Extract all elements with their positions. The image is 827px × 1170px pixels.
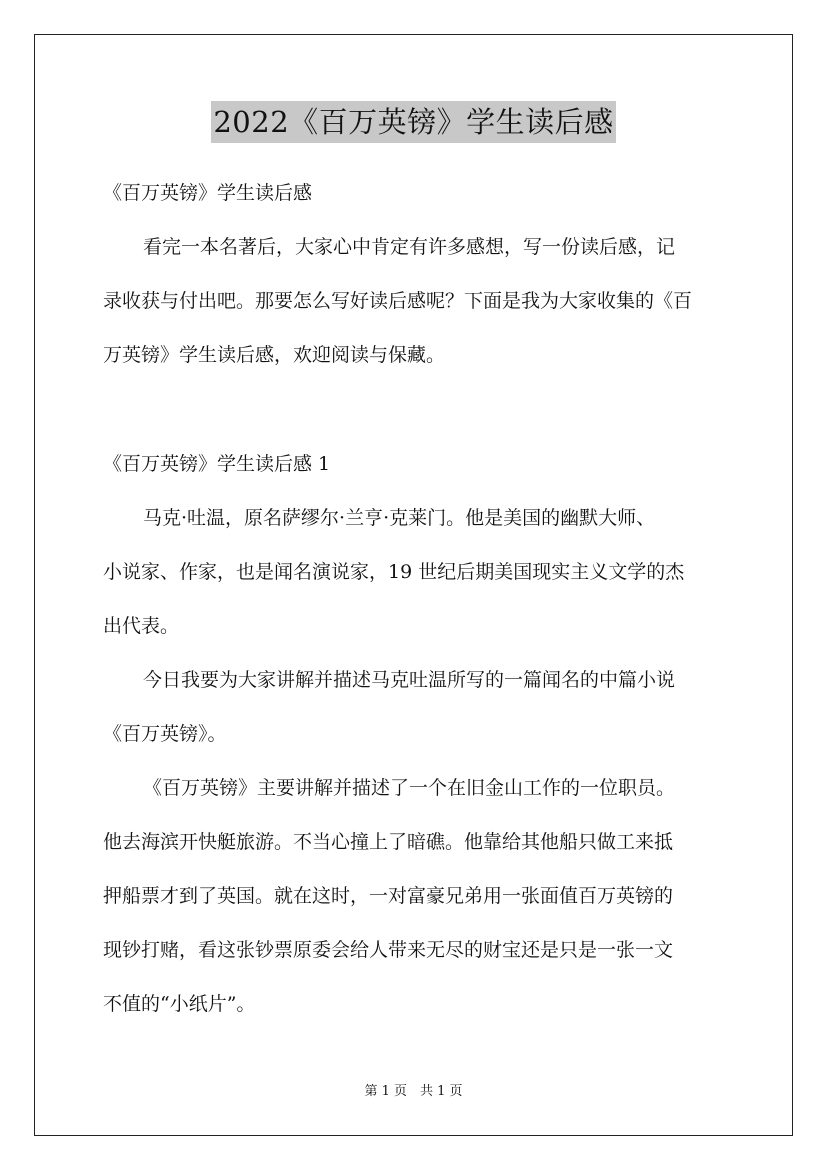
para3-line-4: 现钞打赌，看这张钞票原委会给人带来无尽的财宝还是只是一张一文 xyxy=(103,939,674,961)
title-wrap xyxy=(0,101,827,143)
page-footer: 第 1 页 共 1 页 xyxy=(364,1084,463,1099)
para2-line-2: 《百万英镑》。 xyxy=(103,723,227,745)
para3-line-2: 他去海滨开快艇旅游。不当心撞上了暗礁。他靠给其他船只做工来抵 xyxy=(103,831,674,853)
intro-line-2: 录收获与付出吧。那要怎么写好读后感呢？下面是我为大家收集的《百 xyxy=(103,290,693,312)
intro-line-3: 万英镑》学生读后感，欢迎阅读与保藏。 xyxy=(103,344,446,366)
section-heading: 《百万英镑》学生读后感 1 xyxy=(103,453,331,475)
para3-line-3: 押船票才到了英国。就在这时，一对富豪兄弟用一张面值百万英镑的 xyxy=(103,885,674,907)
document-subtitle: 《百万英镑》学生读后感 xyxy=(103,182,313,204)
document-title: 2022《百万英镑》学生读后感 xyxy=(211,101,615,143)
intro-line-1: 看完一本名著后，大家心中肯定有许多感想，写一份读后感，记 xyxy=(143,236,676,258)
para3-line-1: 《百万英镑》主要讲解并描述了一个在旧金山工作的一位职员。 xyxy=(143,777,676,799)
para1-line-3: 出代表。 xyxy=(103,615,180,637)
para2-line-1: 今日我要为大家讲解并描述马克吐温所写的一篇闻名的中篇小说 xyxy=(143,669,676,691)
para1-line-1: 马克·吐温，原名萨缪尔·兰亨·克莱门。他是美国的幽默大师、 xyxy=(143,507,656,529)
para3-line-5: 不值的“小纸片”。 xyxy=(103,993,256,1015)
para1-line-2: 小说家、作家，也是闻名演说家，19 世纪后期美国现实主义文学的杰 xyxy=(103,561,685,583)
